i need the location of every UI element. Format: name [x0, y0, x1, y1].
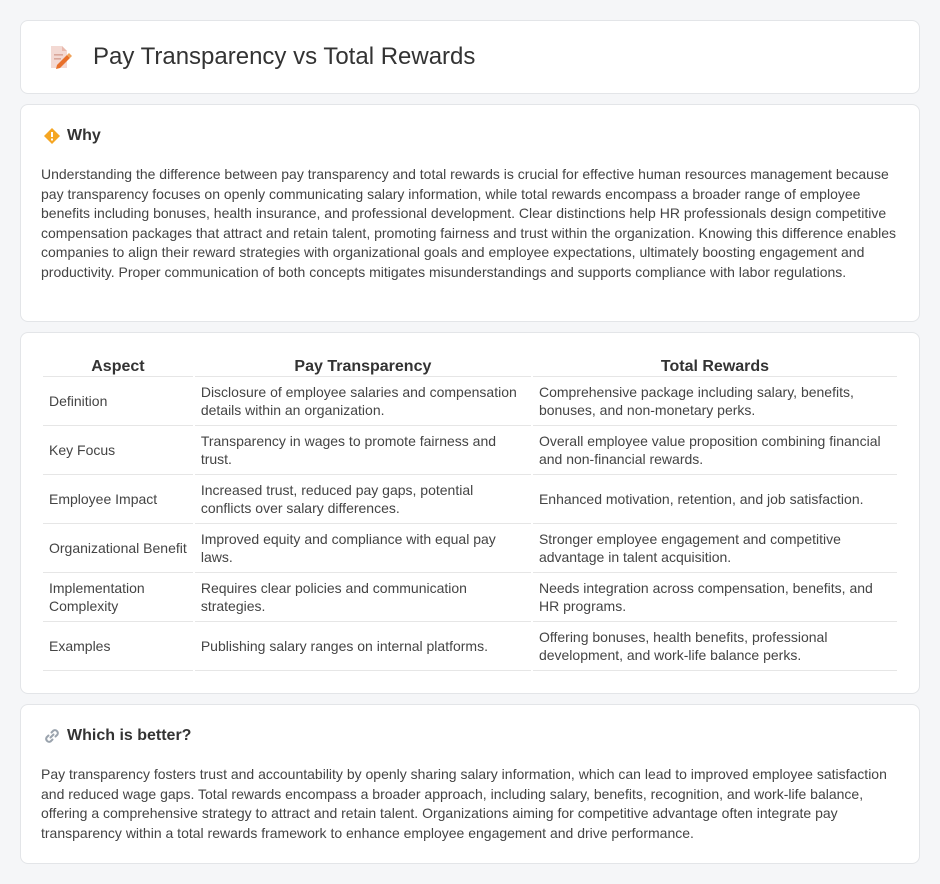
table-cell: Increased trust, reduced pay gaps, potential conflicts over salary differences.	[195, 475, 531, 524]
table-cell: Implementation Complexity	[43, 573, 193, 622]
table-cell: Offering bonuses, health benefits, professional development, and work-life balance perks.	[533, 622, 897, 671]
which-is-better-section	[20, 704, 920, 864]
table-row	[43, 524, 897, 573]
table-cell: Comprehensive package including salary, benefits, bonuses, and non-monetary perks.	[533, 377, 897, 426]
table-header-row	[43, 355, 897, 377]
page-title: Pay Transparency vs Total Rewards	[93, 43, 476, 70]
table-cell: Improved equity and compliance with equal pay laws.	[195, 524, 531, 573]
header-card	[20, 20, 920, 94]
why-section	[20, 104, 920, 322]
table-cell: Disclosure of employee salaries and compensation details within an organization.	[195, 377, 531, 426]
table-row	[43, 622, 897, 671]
table-row	[43, 573, 897, 622]
why-title: Why	[67, 127, 101, 144]
which-is-better-body: Pay transparency fosters trust and accountability by openly sharing salary information, which can lead to improved employee satisfaction and reduced wage gaps. Total rewards encompass a broader approach, including salary, benefits, recognition, and work-life balance, offering a comprehensive strategy to attract and retain talent. Organizations aiming for competitive advantage often integrate pay transparency within a total rewards framework to enhance employee engagement and drive performance.	[41, 766, 887, 841]
table-row	[43, 377, 897, 426]
table-row	[43, 475, 897, 524]
table-cell: Publishing salary ranges on internal platforms.	[195, 622, 531, 671]
table-cell: Overall employee value proposition combining financial and non-financial rewards.	[533, 426, 897, 475]
comparison-section	[20, 332, 920, 694]
table-cell: Employee Impact	[43, 475, 193, 524]
table-cell: Needs integration across compensation, benefits, and HR programs.	[533, 573, 897, 622]
document-pencil-icon	[45, 43, 73, 71]
table-cell: Stronger employee engagement and competitive advantage in talent acquisition.	[533, 524, 897, 573]
column-header: Pay Transparency	[195, 355, 531, 377]
link-icon	[43, 727, 61, 745]
table-cell: Transparency in wages to promote fairness and trust.	[195, 426, 531, 475]
column-header: Aspect	[43, 355, 193, 377]
table-cell: Key Focus	[43, 426, 193, 475]
table-row	[43, 426, 897, 475]
table-cell: Enhanced motivation, retention, and job satisfaction.	[533, 475, 897, 524]
comparison-table	[41, 355, 899, 671]
warning-diamond-icon	[43, 127, 61, 145]
why-body: Understanding the difference between pay transparency and total rewards is crucial for effective human resources management because pay transparency focuses on openly communicating salary information, while total rewards encompass a broader range of employee benefits including bonuses, health insurance, and professional development. Clear distinctions help HR professionals design competitive compensation packages that attract and retain talent, promoting fairness and trust within the organization. Knowing this difference enables companies to align their reward strategies with organizational goals and employee expectations, ultimately boosting engagement and productivity. Proper communication of both concepts mitigates misunderstandings and supports compliance with labor regulations.	[41, 166, 897, 280]
table-cell: Organizational Benefit	[43, 524, 193, 573]
column-header: Total Rewards	[533, 355, 897, 377]
table-cell: Requires clear policies and communication strategies.	[195, 573, 531, 622]
which-is-better-title: Which is better?	[67, 727, 192, 744]
table-cell: Definition	[43, 377, 193, 426]
table-cell: Examples	[43, 622, 193, 671]
